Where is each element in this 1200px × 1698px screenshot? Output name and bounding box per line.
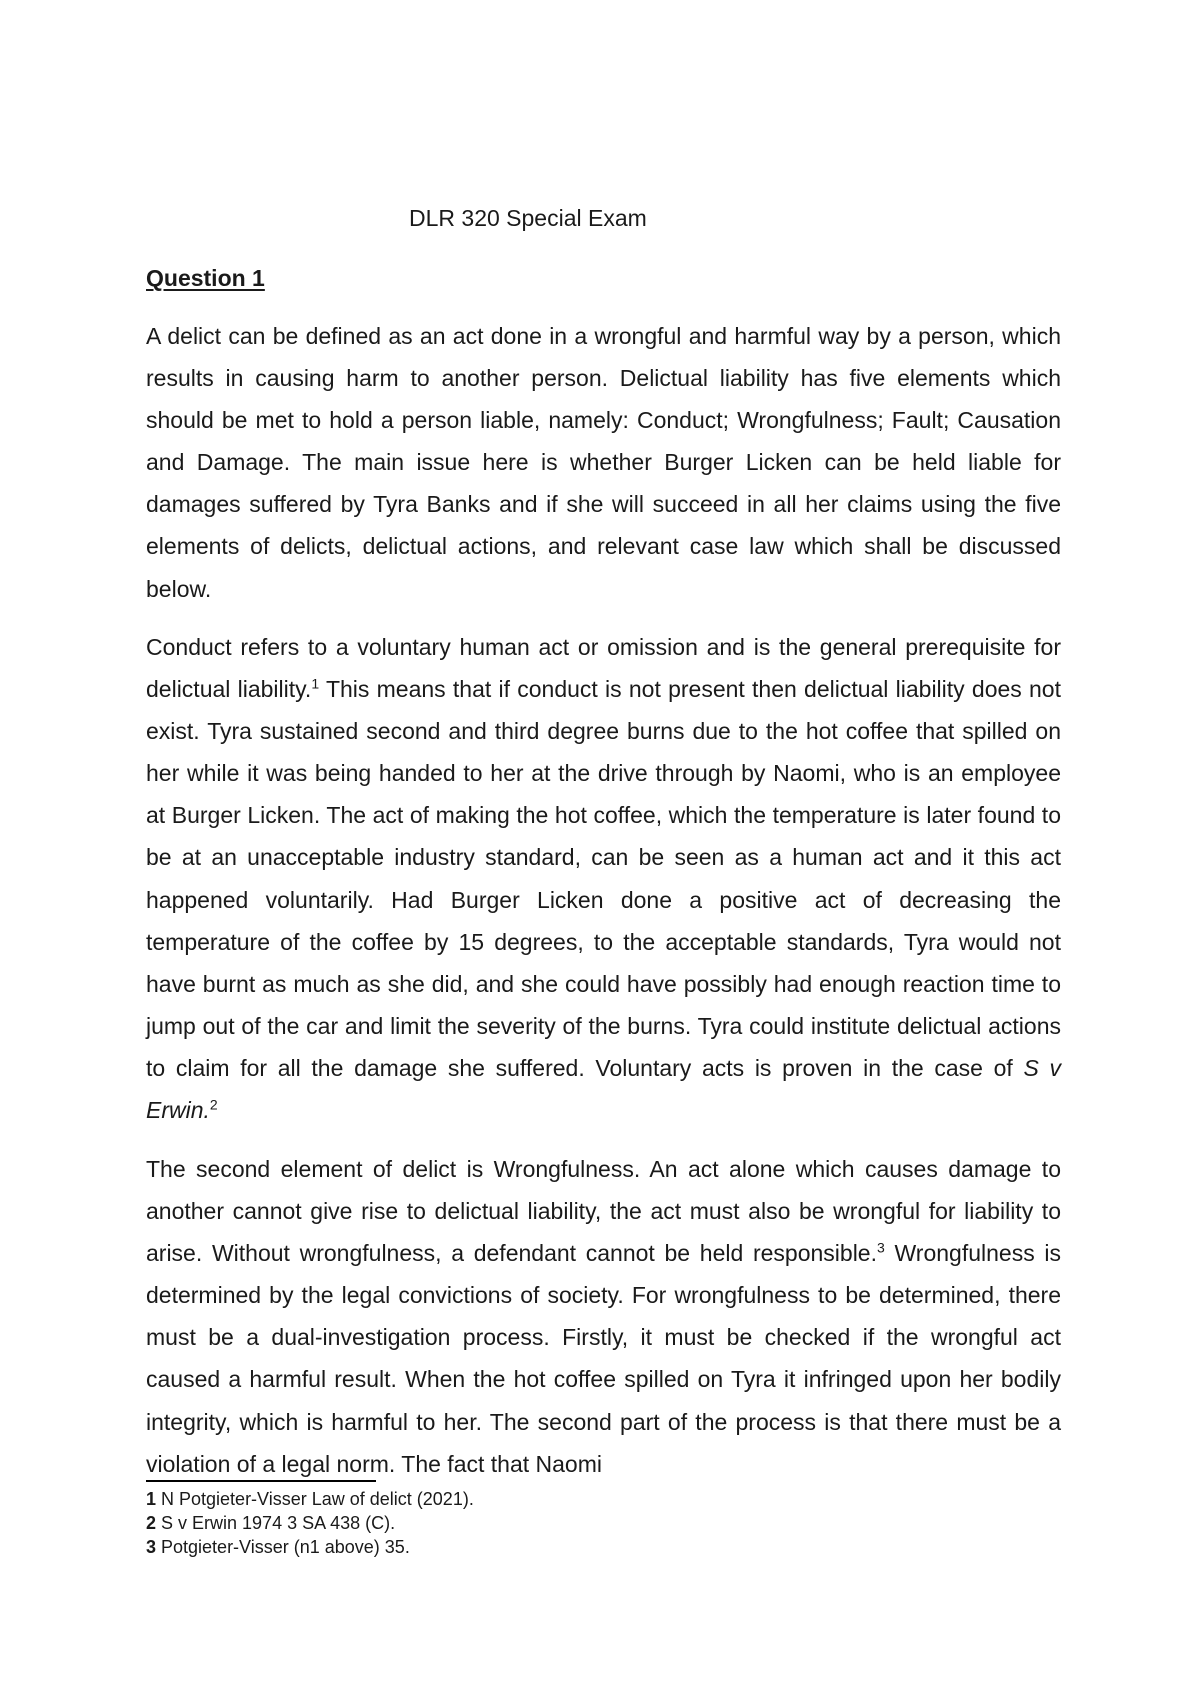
footnote-text: N Potgieter-Visser Law of delict (2021). xyxy=(156,1489,474,1509)
paragraph-text: Conduct refers to a voluntary human act or omission and is the general prerequisite for delictual liability. xyxy=(146,634,1061,703)
case-citation: S v Erwin. xyxy=(146,1054,1062,1124)
paragraph-text: This means that if conduct is not present then delictual liability does not exist. Tyra sustained second and third degree burns due to the hot coffee that spilled on her while it was being handed to her at the drive through by Naomi, who is an employee at Burger Licken. The act of making the hot coffee, which the temperature is later found to be at an unacceptable industry standard, can be seen as a human act and it this act happened voluntarily. Had Burger Licken done a positive act of decreasing the temperature of the coffee by 15 degrees, to the acceptable standards, Tyra would not have burnt as much as she did, and she could have possibly had enough reaction time to jump out of the car and limit the severity of the burns. Tyra could institute delictual actions to claim for all the damage she suffered. Voluntary acts is proven in the case of xyxy=(146,676,1061,1081)
question-heading: Question 1 xyxy=(146,265,265,291)
footnotes xyxy=(146,1487,474,1559)
footnote-text: S v Erwin 1974 3 SA 438 (C). xyxy=(156,1513,396,1533)
footnote-ref-1: 1 xyxy=(311,675,320,692)
paragraph-wrongfulness xyxy=(146,1148,1061,1485)
footnote xyxy=(146,1487,474,1511)
paragraph-text: A delict can be defined as an act done in a wrongful and harmful way by a person, which results in causing harm to another person. Delictual liability has five elements which should be met to hold a person liable, namely: Conduct; Wrongfulness; Fault; Causation and Damage. The main issue here is whether Burger Licken can be held liable for damages suffered by Tyra Banks and if she will succeed in all her claims using the five elements of delicts, delictual actions, and relevant case law which shall be discussed below. xyxy=(146,323,1061,602)
footnote-ref-3: 3 xyxy=(877,1239,885,1256)
paragraph-text: Wrongfulness is determined by the legal convictions of society. For wrongfulness to be determined, there must be a dual-investigation process. Firstly, it must be checked if the wrongful act caused a harmful result. When the hot coffee spilled on Tyra it infringed upon her bodily integrity, which is harmful to her. The second part of the process is that there must be a violation of a legal norm. The fact that Naomi xyxy=(146,1240,1062,1477)
footnote-number: 1 xyxy=(146,1489,157,1509)
footnote-number: 2 xyxy=(146,1513,157,1533)
footnote xyxy=(146,1511,474,1535)
paragraph-introduction xyxy=(146,315,1061,610)
footnote xyxy=(146,1535,474,1559)
footnote-number: 3 xyxy=(146,1537,157,1557)
paragraph-conduct xyxy=(146,626,1061,1131)
footnote-text: Potgieter-Visser (n1 above) 35. xyxy=(156,1537,410,1557)
footnote-ref-2: 2 xyxy=(209,1096,218,1113)
paragraph-text: The second element of delict is Wrongfulness. An act alone which causes damage to another cannot give rise to delictual liability, the act must also be wrongful for liability to arise. Without wrongfulness, a defendant cannot be held responsible. xyxy=(146,1156,1061,1267)
document-title: DLR 320 Special Exam xyxy=(409,205,647,231)
footnote-separator xyxy=(146,1480,376,1482)
